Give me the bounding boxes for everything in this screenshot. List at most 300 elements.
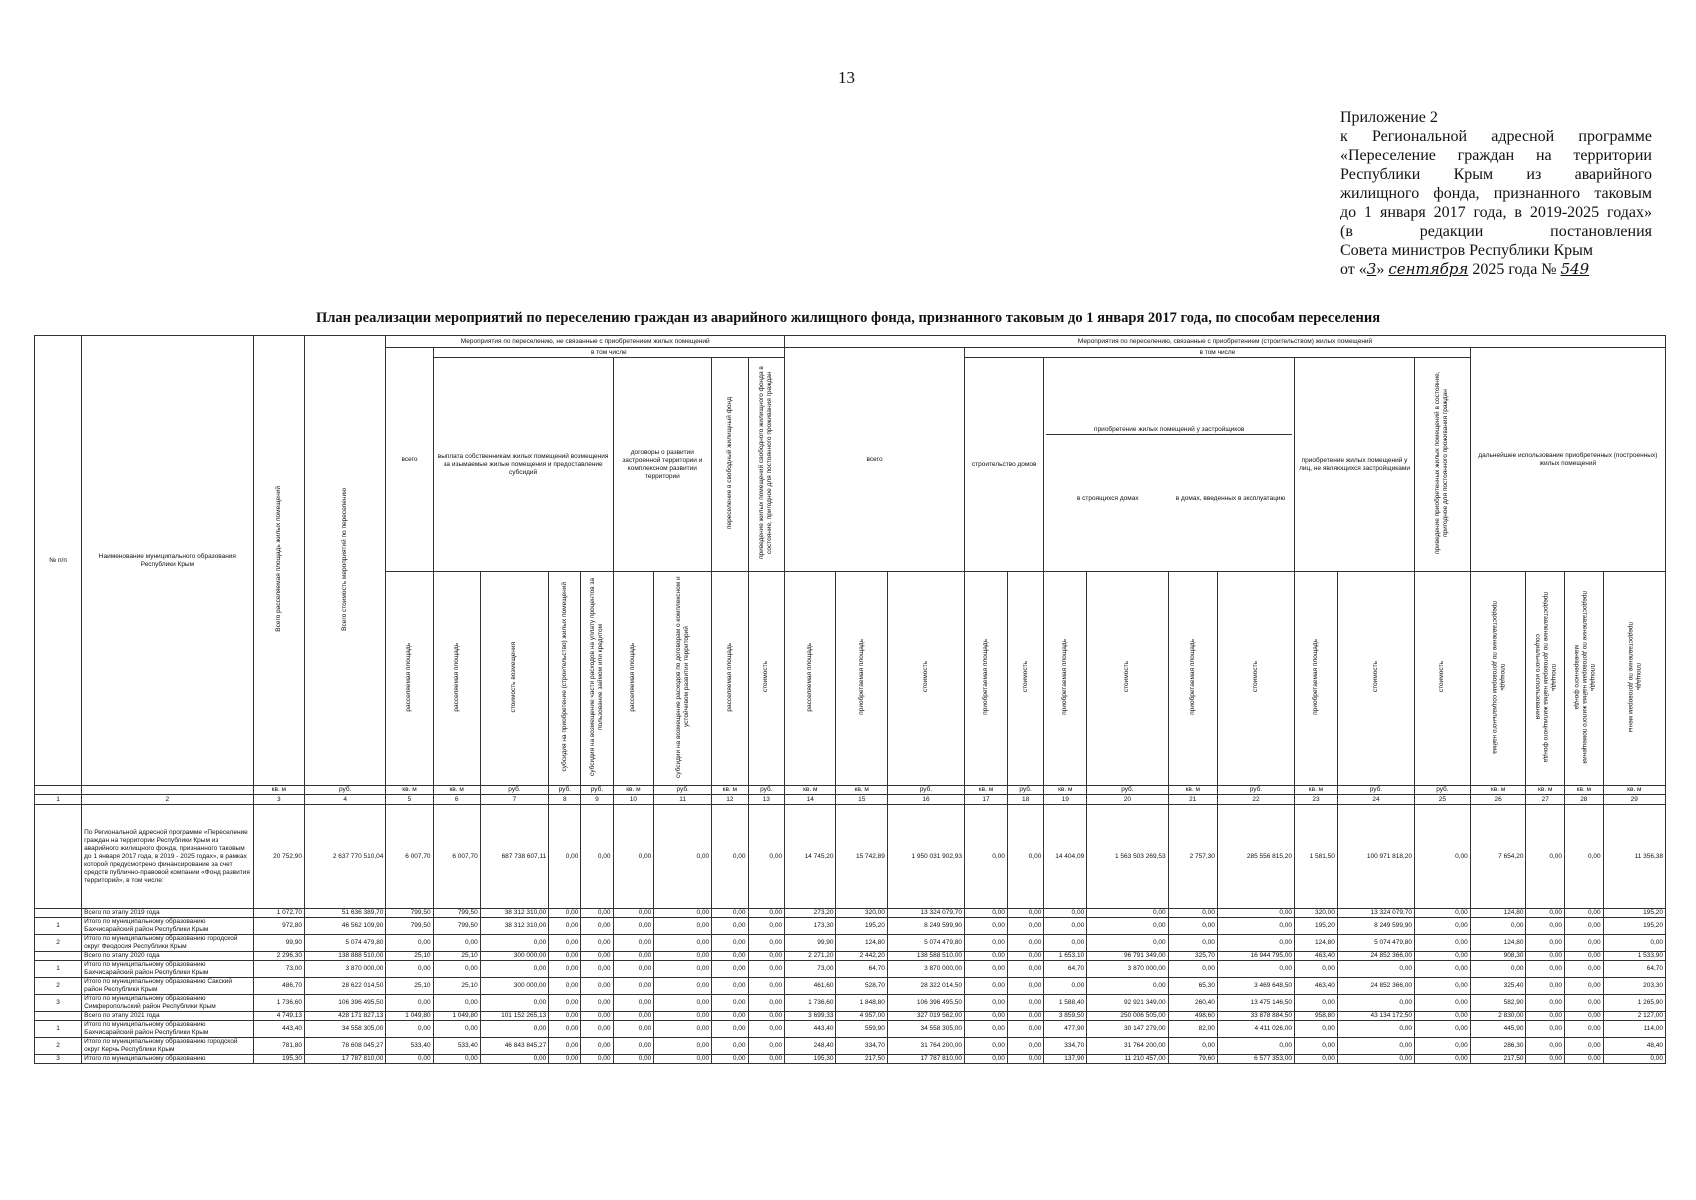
- c13-header: стоимость: [748, 572, 785, 786]
- row-value: 0,00: [1087, 909, 1168, 918]
- column-number-cell: 12: [712, 795, 748, 805]
- c10-header: расселяемая площадь: [613, 572, 654, 786]
- row-name: Итого по муниципальному образованию Симферопольский район Республики Крым: [82, 995, 253, 1012]
- unit-cell: руб.: [1007, 786, 1043, 795]
- c14-header: расселяемая площадь: [785, 572, 836, 786]
- row-value: 300 000,00: [480, 952, 549, 961]
- row-value: 0,00: [965, 918, 1008, 935]
- row-value: 25,10: [386, 978, 433, 995]
- table-row: [35, 1055, 1666, 1064]
- row-value: 0,00: [549, 909, 581, 918]
- column-number-cell: 5: [386, 795, 433, 805]
- row-value: 5 074 479,80: [305, 935, 386, 952]
- row-value: 250 006 505,00: [1087, 1012, 1168, 1021]
- unit-cell: [35, 786, 82, 795]
- row-value: 203,30: [1603, 978, 1665, 995]
- row-value: 286,30: [1470, 1038, 1526, 1055]
- row-value: 17 787 810,00: [305, 1055, 386, 1064]
- row-value: 687 738 607,11: [480, 805, 549, 909]
- row-value: 0,00: [1415, 961, 1471, 978]
- row-value: 106 396 495,50: [887, 995, 964, 1012]
- row-value: 101 152 265,13: [480, 1012, 549, 1021]
- bringing-free-header: приведение жилых помещений свободного жилищного фонда в состояние, пригодное для постоянного проживания граждан: [748, 358, 785, 572]
- row-value: 0,00: [613, 1021, 654, 1038]
- row-value: 0,00: [654, 1021, 712, 1038]
- row-value: 0,00: [549, 995, 581, 1012]
- row-value: 43 134 172,50: [1337, 1012, 1414, 1021]
- row-value: 0,00: [480, 1055, 549, 1064]
- row-value: 1 533,90: [1603, 952, 1665, 961]
- column-number-cell: 19: [1044, 795, 1087, 805]
- row-value: 334,70: [1044, 1038, 1087, 1055]
- row-value: 0,00: [712, 918, 748, 935]
- row-value: 0,00: [613, 1038, 654, 1055]
- row-index: [35, 952, 82, 961]
- column-number-cell: 20: [1087, 795, 1168, 805]
- row-value: 137,90: [1044, 1055, 1087, 1064]
- row-value: 0,00: [1217, 961, 1294, 978]
- total-header: всего: [386, 348, 433, 572]
- row-value: 17 787 810,00: [887, 1055, 964, 1064]
- row-name: По Региональной адресной программе «Переселение граждан на территории Республики Крым из аварийного жилищного фонда, признанного таковым до 1 января 2017 года, в 2019 - 2025 годах», в рамках которой предусмотрено финансирование за счет средств публично-правовой компании «Фонд развития территорий», в том числе:: [82, 805, 253, 909]
- row-value: 0,00: [654, 1038, 712, 1055]
- row-value: 285 556 815,20: [1217, 805, 1294, 909]
- row-value: 0,00: [1415, 1038, 1471, 1055]
- row-value: 1 848,80: [836, 995, 887, 1012]
- row-value: 13 475 146,50: [1217, 995, 1294, 1012]
- row-value: 1 563 503 269,53: [1087, 805, 1168, 909]
- appendix-line: Приложение 2: [1340, 109, 1438, 126]
- row-value: 106 396 495,50: [305, 995, 386, 1012]
- row-value: 0,00: [1007, 952, 1043, 961]
- table-row: [35, 1038, 1666, 1055]
- table-row: [35, 995, 1666, 1012]
- row-value: 73,00: [253, 961, 304, 978]
- row-value: 320,00: [836, 909, 887, 918]
- row-value: 0,00: [1044, 978, 1087, 995]
- column-number-cell: 26: [1470, 795, 1526, 805]
- row-value: 65,30: [1168, 978, 1217, 995]
- row-value: 0,00: [965, 909, 1008, 918]
- appendix-line: Республики Крым из аварийного: [1340, 166, 1652, 183]
- row-value: 195,20: [836, 918, 887, 935]
- row-value: 0,00: [1603, 935, 1665, 952]
- row-value: 0,00: [613, 978, 654, 995]
- row-value: 0,00: [549, 805, 581, 909]
- row-value: 0,00: [1526, 909, 1565, 918]
- row-value: 0,00: [480, 961, 549, 978]
- resettlement-plan-table: [34, 335, 1666, 1064]
- column-number-row: [35, 795, 1666, 805]
- row-value: 0,00: [748, 1012, 785, 1021]
- column-number-cell: 8: [549, 795, 581, 805]
- row-index: 3: [35, 1055, 82, 1064]
- column-number-cell: 25: [1415, 795, 1471, 805]
- unit-cell: кв. м: [253, 786, 304, 795]
- row-value: 0,00: [613, 805, 654, 909]
- column-number-cell: 9: [581, 795, 613, 805]
- unit-cell: кв. м: [1168, 786, 1217, 795]
- row-value: 0,00: [1565, 935, 1604, 952]
- table-row: [35, 1012, 1666, 1021]
- row-value: 124,80: [1470, 909, 1526, 918]
- row-value: 0,00: [1168, 935, 1217, 952]
- unit-cell: кв. м: [433, 786, 480, 795]
- unit-cell: кв. м: [965, 786, 1008, 795]
- compensation-header: выплата собственникам жилых помещений возмещения за изымаемые жилые помещения и предоставление субсидий: [433, 358, 613, 572]
- row-value: 0,00: [581, 1055, 613, 1064]
- row-value: 31 764 200,00: [887, 1038, 964, 1055]
- row-value: 64,70: [836, 961, 887, 978]
- c24-header: стоимость: [1337, 572, 1414, 786]
- row-value: 4 749,13: [253, 1012, 304, 1021]
- row-value: 0,00: [1603, 1055, 1665, 1064]
- unit-cell: руб.: [1337, 786, 1414, 795]
- c20-header: стоимость: [1087, 572, 1168, 786]
- row-value: 0,00: [748, 935, 785, 952]
- row-value: 477,90: [1044, 1021, 1087, 1038]
- row-value: 0,00: [613, 952, 654, 961]
- row-value: 0,00: [581, 1021, 613, 1038]
- row-index: 2: [35, 978, 82, 995]
- row-value: 28 622 014,50: [305, 978, 386, 995]
- row-value: 0,00: [748, 952, 785, 961]
- row-value: 0,00: [1526, 1012, 1565, 1021]
- row-value: 0,00: [549, 1055, 581, 1064]
- row-value: 124,80: [1470, 935, 1526, 952]
- row-value: 73,00: [785, 961, 836, 978]
- row-value: 0,00: [712, 1055, 748, 1064]
- row-value: 958,80: [1295, 1012, 1338, 1021]
- row-value: 461,60: [785, 978, 836, 995]
- row-value: 0,00: [1565, 1012, 1604, 1021]
- row-value: 2 296,30: [253, 952, 304, 961]
- table-row: [35, 935, 1666, 952]
- row-value: 0,00: [712, 995, 748, 1012]
- row-value: 799,50: [386, 909, 433, 918]
- row-value: 463,40: [1295, 978, 1338, 995]
- row-value: 96 791 349,00: [1087, 952, 1168, 961]
- appendix-date-line: [1340, 260, 1652, 279]
- row-value: 334,70: [836, 1038, 887, 1055]
- row-value: 972,80: [253, 918, 304, 935]
- row-value: 0,00: [965, 1021, 1008, 1038]
- row-value: 799,50: [433, 909, 480, 918]
- appendix-line: (в редакции постановления: [1340, 223, 1652, 240]
- row-value: 82,00: [1168, 1021, 1217, 1038]
- row-value: 0,00: [581, 909, 613, 918]
- unit-cell: кв. м: [386, 786, 433, 795]
- row-value: 0,00: [613, 961, 654, 978]
- row-value: 3 870 000,00: [887, 961, 964, 978]
- row-value: 0,00: [1526, 805, 1565, 909]
- row-value: 34 558 305,00: [305, 1021, 386, 1038]
- row-value: 0,00: [549, 1012, 581, 1021]
- units-section: [35, 786, 1666, 805]
- date-mid: »: [1376, 261, 1389, 278]
- date-day: 3: [1366, 260, 1377, 278]
- column-number-cell: 29: [1603, 795, 1665, 805]
- c12-header: расселяемая площадь: [712, 572, 748, 786]
- unit-cell: руб.: [1217, 786, 1294, 795]
- column-number-cell: 14: [785, 795, 836, 805]
- table-row: [35, 961, 1666, 978]
- row-value: 533,40: [433, 1038, 480, 1055]
- row-value: 0,00: [712, 1021, 748, 1038]
- row-value: 0,00: [1007, 961, 1043, 978]
- col-name-header: Наименование муниципального образования Республики Крым: [82, 336, 253, 786]
- row-value: 0,00: [965, 805, 1008, 909]
- row-value: 445,90: [1470, 1021, 1526, 1038]
- date-month: сентября: [1388, 260, 1469, 278]
- row-value: 1 588,40: [1044, 995, 1087, 1012]
- row-value: 1 049,80: [433, 1012, 480, 1021]
- row-value: 0,00: [1565, 918, 1604, 935]
- row-value: 528,70: [836, 978, 887, 995]
- row-value: 0,00: [581, 935, 613, 952]
- row-value: 11 356,38: [1603, 805, 1665, 909]
- row-value: 0,00: [1217, 909, 1294, 918]
- row-index: 2: [35, 1038, 82, 1055]
- row-value: 0,00: [1007, 935, 1043, 952]
- row-value: 0,00: [712, 952, 748, 961]
- row-name: Итого по муниципальному образованию Бахчисарайский район Республики Крым: [82, 918, 253, 935]
- row-value: 0,00: [1168, 1038, 1217, 1055]
- row-value: 24 852 366,00: [1337, 952, 1414, 961]
- row-value: 1 072,70: [253, 909, 304, 918]
- row-value: 217,50: [836, 1055, 887, 1064]
- free-fund-header: переселение в свободный жилищный фонд: [712, 358, 748, 572]
- row-value: 46 562 109,90: [305, 918, 386, 935]
- row-value: 195,30: [253, 1055, 304, 1064]
- row-index: [35, 805, 82, 909]
- row-value: 1 581,50: [1295, 805, 1338, 909]
- row-value: 0,00: [748, 918, 785, 935]
- row-name: Итого по муниципальному образованию: [82, 1055, 253, 1064]
- in-building-header: в строящихся домах: [1076, 495, 1139, 502]
- unit-cell: кв. м: [1044, 786, 1087, 795]
- row-value: 0,00: [1526, 1021, 1565, 1038]
- unit-cell: руб.: [305, 786, 386, 795]
- row-index: [35, 909, 82, 918]
- unit-cell: руб.: [1415, 786, 1471, 795]
- row-value: 4 957,00: [836, 1012, 887, 1021]
- unit-cell: кв. м: [785, 786, 836, 795]
- row-value: 11 210 457,00: [1087, 1055, 1168, 1064]
- row-value: 0,00: [1044, 918, 1087, 935]
- row-value: 0,00: [1526, 918, 1565, 935]
- row-value: 0,00: [748, 805, 785, 909]
- row-value: 0,00: [1526, 935, 1565, 952]
- row-value: 64,70: [1044, 961, 1087, 978]
- row-value: 0,00: [965, 935, 1008, 952]
- row-value: 0,00: [1565, 961, 1604, 978]
- row-value: 0,00: [613, 1012, 654, 1021]
- unit-cell: кв. м: [712, 786, 748, 795]
- row-value: 46 843 845,27: [480, 1038, 549, 1055]
- column-number-cell: 11: [654, 795, 712, 805]
- row-value: 13 324 079,70: [887, 909, 964, 918]
- row-value: 0,00: [1415, 918, 1471, 935]
- c17-header: приобретаемая площадь: [965, 572, 1008, 786]
- row-value: 7 654,20: [1470, 805, 1526, 909]
- row-name: Итого по муниципальному образованию Бахчисарайский район Республики Крым: [82, 1021, 253, 1038]
- row-index: 1: [35, 1021, 82, 1038]
- row-value: 0,00: [1007, 805, 1043, 909]
- row-name: Всего по этапу 2020 года: [82, 952, 253, 961]
- row-value: 0,00: [1087, 978, 1168, 995]
- column-number-cell: 23: [1295, 795, 1338, 805]
- row-value: 28 322 014,50: [887, 978, 964, 995]
- row-value: 0,00: [748, 961, 785, 978]
- unit-cell: руб.: [549, 786, 581, 795]
- row-index: [35, 1012, 82, 1021]
- table-body: [35, 805, 1666, 1064]
- row-value: 0,00: [1295, 1055, 1338, 1064]
- column-number-cell: 27: [1526, 795, 1565, 805]
- row-value: 0,00: [613, 935, 654, 952]
- row-value: 0,00: [1415, 909, 1471, 918]
- row-value: 25,10: [386, 952, 433, 961]
- row-value: 0,00: [1168, 961, 1217, 978]
- appendix-line: Совета министров Республики Крым: [1340, 242, 1593, 259]
- row-value: 320,00: [1295, 909, 1338, 918]
- c6-header: расселяемая площадь: [433, 572, 480, 786]
- row-value: 443,40: [253, 1021, 304, 1038]
- row-value: 4 411 026,00: [1217, 1021, 1294, 1038]
- row-value: 64,70: [1603, 961, 1665, 978]
- col-total-area-header: Всего расселяемая площадь жилых помещений: [253, 336, 304, 786]
- row-value: 0,00: [480, 935, 549, 952]
- column-number-cell: 17: [965, 795, 1008, 805]
- row-value: 0,00: [433, 961, 480, 978]
- c16-header: стоимость: [887, 572, 964, 786]
- row-value: 79,60: [1168, 1055, 1217, 1064]
- row-value: 195,20: [1295, 918, 1338, 935]
- row-value: 0,00: [1565, 978, 1604, 995]
- row-value: 0,00: [1044, 935, 1087, 952]
- row-value: 498,60: [1168, 1012, 1217, 1021]
- row-value: 0,00: [965, 978, 1008, 995]
- row-value: 0,00: [1295, 1021, 1338, 1038]
- row-value: 195,30: [785, 1055, 836, 1064]
- row-value: 0,00: [1217, 935, 1294, 952]
- table-row: [35, 1021, 1666, 1038]
- row-value: 0,00: [386, 935, 433, 952]
- row-value: 0,00: [549, 1021, 581, 1038]
- not-developers-header: приобретение жилых помещений у лиц, не являющихся застройщиками: [1295, 358, 1415, 572]
- c21-header: приобретаемая площадь: [1168, 572, 1217, 786]
- row-value: 799,50: [386, 918, 433, 935]
- unit-cell: руб.: [1087, 786, 1168, 795]
- row-value: 533,40: [386, 1038, 433, 1055]
- row-value: 486,70: [253, 978, 304, 995]
- row-value: 0,00: [581, 961, 613, 978]
- row-value: 0,00: [433, 1021, 480, 1038]
- row-value: 0,00: [480, 1021, 549, 1038]
- row-value: 92 921 349,00: [1087, 995, 1168, 1012]
- row-value: 327 019 562,00: [887, 1012, 964, 1021]
- row-value: 0,00: [748, 1055, 785, 1064]
- row-value: 0,00: [654, 909, 712, 918]
- column-number-cell: 24: [1337, 795, 1414, 805]
- row-value: 138 888 510,00: [305, 952, 386, 961]
- row-value: 300 000,00: [480, 978, 549, 995]
- row-value: 0,00: [433, 1055, 480, 1064]
- row-value: 0,00: [1337, 1021, 1414, 1038]
- column-number-cell: 28: [1565, 795, 1604, 805]
- row-value: 0,00: [1087, 935, 1168, 952]
- further-use-header: дальнейшее использование приобретенных (построенных) жилых помещений: [1470, 348, 1665, 572]
- row-value: 260,40: [1168, 995, 1217, 1012]
- c26-header: предоставление по договорам социального найма площадь: [1470, 572, 1526, 786]
- row-value: 0,00: [1565, 909, 1604, 918]
- c27-header: предоставление по договорам найма жилищного фонда социального использования площадь: [1526, 572, 1565, 786]
- page-number: 13: [838, 68, 855, 87]
- row-value: 0,00: [654, 961, 712, 978]
- row-value: 100 971 818,20: [1337, 805, 1414, 909]
- column-number-cell: 16: [887, 795, 964, 805]
- row-value: 0,00: [654, 952, 712, 961]
- row-value: 0,00: [1087, 918, 1168, 935]
- column-number-cell: 3: [253, 795, 304, 805]
- col-num-header: № п/п: [35, 336, 82, 786]
- row-value: 0,00: [1526, 978, 1565, 995]
- row-value: 31 764 200,00: [1087, 1038, 1168, 1055]
- row-value: 0,00: [549, 918, 581, 935]
- row-value: 0,00: [712, 978, 748, 995]
- row-value: 195,20: [1603, 918, 1665, 935]
- row-value: 0,00: [654, 1055, 712, 1064]
- row-value: 0,00: [712, 909, 748, 918]
- row-value: 0,00: [386, 1055, 433, 1064]
- row-value: 799,50: [433, 918, 480, 935]
- row-value: 0,00: [549, 1038, 581, 1055]
- row-value: 195,20: [1603, 909, 1665, 918]
- row-value: 0,00: [1526, 1038, 1565, 1055]
- row-value: 443,40: [785, 1021, 836, 1038]
- column-number-cell: 10: [613, 795, 654, 805]
- row-name: Итого по муниципальному образованию Бахчисарайский район Республики Крым: [82, 961, 253, 978]
- row-value: 0,00: [1007, 918, 1043, 935]
- column-number-cell: 21: [1168, 795, 1217, 805]
- row-value: 0,00: [965, 961, 1008, 978]
- bringing-acquired-header: приведение приобретенных жилых помещений в состояние, пригодное для постоянного проживания граждан: [1415, 358, 1471, 572]
- row-value: 38 312 310,00: [480, 909, 549, 918]
- row-value: 0,00: [748, 995, 785, 1012]
- row-value: 14 745,20: [785, 805, 836, 909]
- row-value: 463,40: [1295, 952, 1338, 961]
- unit-cell: руб.: [480, 786, 549, 795]
- c23-header: приобретаемая площадь: [1295, 572, 1338, 786]
- row-value: 428 171 827,13: [305, 1012, 386, 1021]
- row-value: 0,00: [965, 1012, 1008, 1021]
- row-value: 1 736,60: [785, 995, 836, 1012]
- c22-header: стоимость: [1217, 572, 1294, 786]
- row-value: 1 653,10: [1044, 952, 1087, 961]
- row-value: 3 870 000,00: [305, 961, 386, 978]
- row-name: Итого по муниципальному образованию городской округ Керчь Республики Крым: [82, 1038, 253, 1055]
- row-value: 0,00: [654, 1012, 712, 1021]
- row-value: 559,90: [836, 1021, 887, 1038]
- row-value: 2 830,00: [1470, 1012, 1526, 1021]
- row-value: 5 074 479,80: [887, 935, 964, 952]
- row-value: 0,00: [1470, 918, 1526, 935]
- row-value: 173,30: [785, 918, 836, 935]
- row-value: 1 736,60: [253, 995, 304, 1012]
- row-value: 0,00: [1295, 1038, 1338, 1055]
- appendix-line: до 1 января 2017 года, в 2019-2025 годах»: [1340, 204, 1652, 221]
